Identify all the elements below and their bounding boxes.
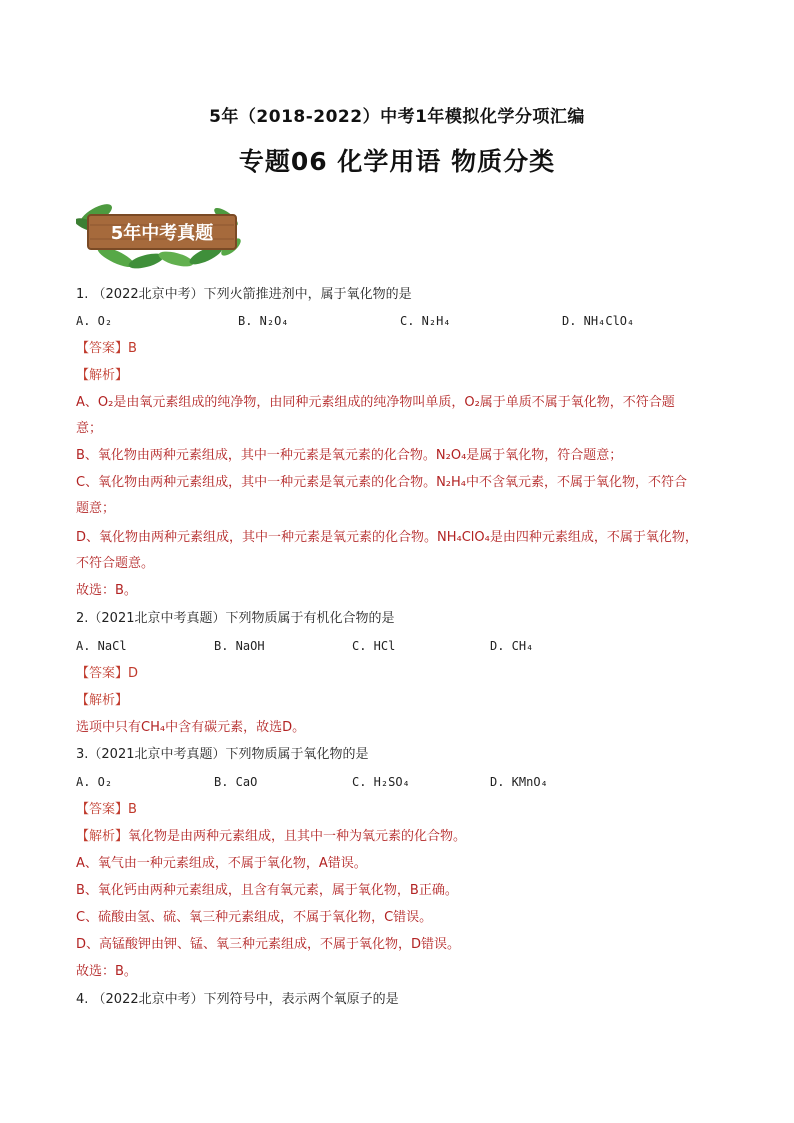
q1-answer: 【答案】B <box>76 341 137 356</box>
q1-option-c: C. N₂H₄ <box>400 314 451 328</box>
q2-analysis: 选项中只有CH₄中含有碳元素，故选D。 <box>76 720 306 735</box>
q1-analysis-d-line1: D、氧化物由两种元素组成，其中一种元素是氧元素的化合物。NH₄ClO₄是由四种元素组成，不属于氧化物， <box>76 530 698 545</box>
q3-choice: 故选：B。 <box>76 964 137 979</box>
q3-option-d: D. KMnO₄ <box>490 775 548 789</box>
q2-analysis-label: 【解析】 <box>76 693 129 708</box>
q3-analysis-a: A、氧气由一种元素组成，不属于氧化物，A错误。 <box>76 856 367 871</box>
q2-option-a: A. NaCl <box>76 639 127 653</box>
q3-analysis-label: 【解析】 <box>76 829 129 844</box>
q1-analysis-c-line1: C、氧化物由两种元素组成，其中一种元素是氧元素的化合物。N₂H₄中不含氧元素，不属于氧化物，不符合 <box>76 475 688 490</box>
question-3-stem: 3.（2021北京中考真题）下列物质属于氧化物的是 <box>76 747 369 762</box>
q1-analysis-b: B、氧化物由两种元素组成，其中一种元素是氧元素的化合物。N₂O₄是属于氧化物，符合题意； <box>76 448 623 463</box>
q3-analysis-b: B、氧化钙由两种元素组成，且含有氧元素，属于氧化物，B正确。 <box>76 883 458 898</box>
question-2-stem: 2.（2021北京中考真题）下列物质属于有机化合物的是 <box>76 611 395 626</box>
q3-analysis-head: 氧化物是由两种元素组成，且其中一种为氧元素的化合物。 <box>128 829 467 844</box>
q1-analysis-a-line1: A、O₂是由氧元素组成的纯净物，由同种元素组成的纯净物叫单质，O₂属于单质不属于氧化物，不符合题 <box>76 395 675 410</box>
q1-analysis-a-line2: 意； <box>76 421 103 436</box>
q3-analysis-row <box>76 828 466 846</box>
q1-analysis-c-line2: 题意； <box>76 501 116 516</box>
q2-answer: 【答案】D <box>76 666 139 681</box>
q1-choice: 故选：B。 <box>76 583 137 598</box>
q2-option-c: C. HCl <box>352 639 396 653</box>
q2-option-b: B. NaOH <box>214 639 265 653</box>
q1-analysis-d-line2: 不符合题意。 <box>76 556 155 571</box>
q3-analysis-c: C、硫酸由氢、硫、氧三种元素组成，不属于氧化物，C错误。 <box>76 910 433 925</box>
document-subtitle: 专题06 化学用语 物质分类 <box>238 147 556 176</box>
q1-option-b: B. N₂O₄ <box>238 314 289 328</box>
q3-answer: 【答案】B <box>76 802 137 817</box>
q3-option-c: C. H₂SO₄ <box>352 775 410 789</box>
q3-option-b: B. CaO <box>214 775 258 789</box>
q2-option-d: D. CH₄ <box>490 639 534 653</box>
badge-text: 5年中考真题 <box>110 223 214 244</box>
q1-analysis-label: 【解析】 <box>76 368 129 383</box>
section-badge <box>76 195 242 273</box>
question-4-stem: 4. （2022北京中考）下列符号中，表示两个氧原子的是 <box>76 992 399 1007</box>
q1-option-d: D. NH₄ClO₄ <box>562 314 635 328</box>
question-1-stem: 1. （2022北京中考）下列火箭推进剂中，属于氧化物的是 <box>76 287 412 302</box>
q3-option-a: A. O₂ <box>76 775 113 789</box>
q1-option-a: A. O₂ <box>76 314 113 328</box>
document-title: 5年（2018-2022）中考1年模拟化学分项汇编 <box>209 107 585 127</box>
q3-analysis-d: D、高锰酸钾由钾、锰、氧三种元素组成，不属于氧化物，D错误。 <box>76 937 461 952</box>
